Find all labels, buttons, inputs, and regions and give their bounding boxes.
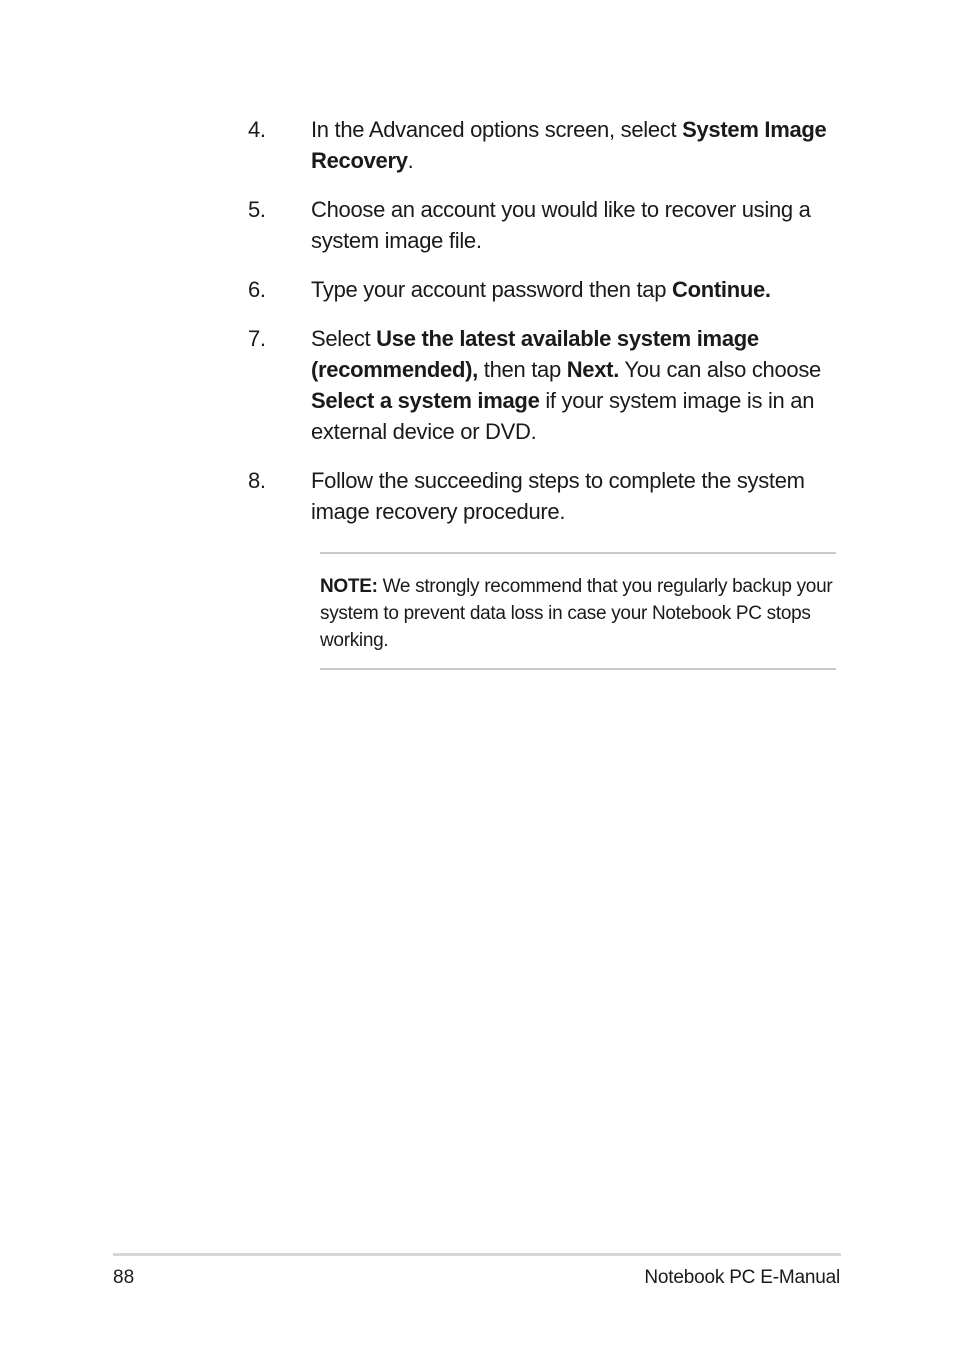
step-number: 5.: [248, 197, 266, 222]
step-number: 7.: [248, 326, 266, 351]
step-text-bold: Select a system image: [311, 388, 540, 413]
page-number: 88: [113, 1267, 135, 1288]
note-text: We strongly recommend that you regularly backup your system to prevent data loss in case your Notebook PC stops working.: [320, 576, 833, 651]
step-text-segment: if your system image is in an external device or DVD.: [311, 388, 815, 444]
step-item: [248, 323, 848, 447]
step-text-segment: You can also choose: [619, 357, 821, 382]
step-text: [311, 468, 805, 524]
step-text-segment: Choose an account you would like to recover using a system image file.: [311, 197, 811, 253]
footer-divider: [113, 1253, 841, 1256]
step-item: [248, 114, 848, 176]
step-item: [248, 274, 848, 305]
step-text-segment: then tap: [477, 357, 567, 382]
step-text-bold: Use the latest available system image (recommended),: [311, 326, 759, 382]
step-text: [311, 326, 821, 444]
step-number: 8.: [248, 468, 266, 493]
step-text-segment: Type your account password then tap: [311, 277, 672, 302]
step-item: [248, 194, 848, 256]
step-text-bold: System Image Recovery: [311, 117, 827, 173]
step-number: 6.: [248, 277, 266, 302]
step-text: [311, 277, 771, 302]
step-item: [248, 465, 848, 527]
step-text-segment: In the Advanced options screen, select: [311, 117, 683, 142]
step-text: [311, 197, 811, 253]
steps-list: [248, 114, 848, 545]
step-text: [311, 117, 826, 173]
step-text-bold: Next.: [566, 357, 620, 382]
note-label: NOTE:: [320, 576, 378, 597]
step-text-bold: Continue.: [671, 277, 771, 302]
step-text-segment: Select: [311, 326, 377, 351]
note-box: [320, 552, 836, 670]
step-text-segment: Follow the succeeding steps to complete the system image recovery procedure.: [311, 468, 805, 524]
step-text-segment: .: [407, 148, 414, 173]
step-number: 4.: [248, 117, 266, 142]
manual-title: Notebook PC E-Manual: [644, 1267, 840, 1288]
